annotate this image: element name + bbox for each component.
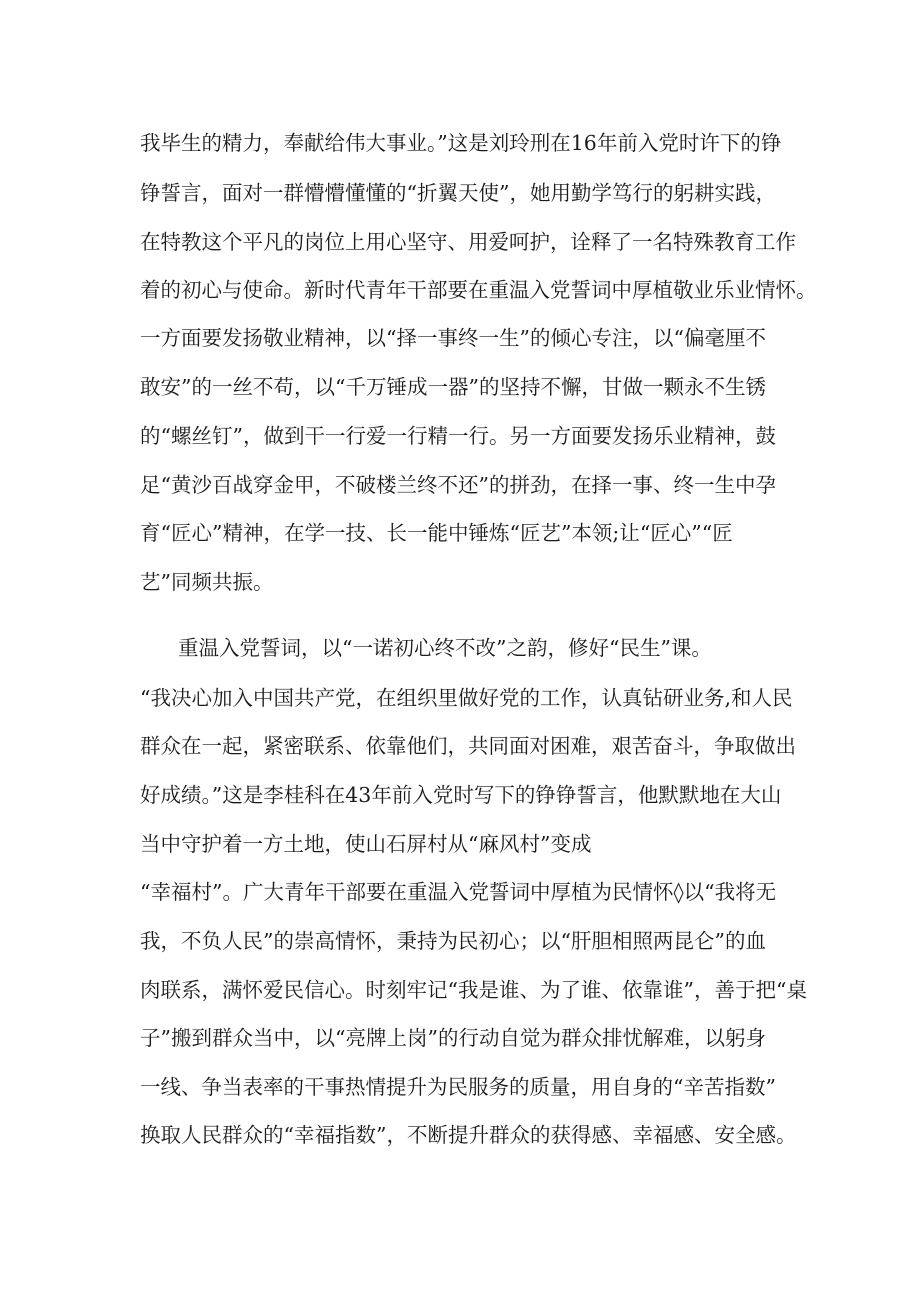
section-heading: 重温入党誓词，以“一诺初心终不改”之韵，修好“民生”课。 [178,636,712,660]
text-line: 一线、争当表率的干事热情提升为民服务的质量，用自身的“辛苦指数” [140,1075,776,1099]
text-line: 肉联系，满怀爱民信心。时刻牢记“我是谁、为了谁、依靠谁”，善于把“桌 [140,978,807,1002]
text-line: 在特教这个平凡的岗位上用心坚守、用爱呵护，诠释了一名特殊教育工作 [140,230,796,254]
text-line: “我决心加入中国共产党，在组织里做好党的工作，认真钻研业务,和人民 [140,686,793,710]
text-line: 我毕生的精力，奉献给伟大事业。”这是刘玲刑在16年前入党时许下的铮 [140,131,782,155]
text-line: 铮誓言，面对一群懵懵懂懂的“折翼天使”，她用勤学笃行的躬耕实践， [140,181,776,205]
text-line: 群众在一起，紧密联系、依靠他们，共同面对困难，艰苦奋斗，争取做出 [140,734,796,758]
text-line: “幸福村”。广大青年干部要在重温入党誓词中厚植为民情怀◊以“我将无 [140,880,777,904]
text-line: 我，不负人民”的崇高情怀，秉持为民初心；以“肝胆相照两昆仑”的血 [140,929,766,953]
text-line: 艺”同频共振。 [140,570,274,594]
text-line: 足“黄沙百战穿金甲，不破楼兰终不还”的拼劲，在择一事、终一生中孕 [140,473,776,497]
text-line: 育“匠心”精神，在学一技、长一能中锤炼“匠艺”本领;让“匠心”“匠 [140,521,733,545]
text-line: 好成绩。”这是李桂科在43年前入党时写下的铮铮誓言，他默默地在大山 [140,783,782,807]
text-line: 敢安”的一丝不苟，以“千万锤成一器”的坚持不懈，甘做一颗永不生锈 [140,375,766,399]
text-line: 着的初心与使命。新时代青年干部要在重温入党誓词中厚植敬业乐业情怀。 [140,278,817,302]
text-line: 的“螺丝钉”，做到干一行爱一行精一行。另一方面要发扬乐业精神，鼓 [140,424,776,448]
text-line: 一方面要发扬敬业精神，以“择一事终一生”的倾心专注，以“偏毫厘不 [140,326,766,350]
text-line: 子”搬到群众当中，以“亮牌上岗”的行动自觉为群众排忧解难，以躬身 [140,1026,766,1050]
text-line: 换取人民群众的“幸福指数”，不断提升群众的获得感、幸福感、安全感。 [140,1123,797,1147]
text-line: 当中守护着一方土地，使山石屏村从“麻风村”变成 [140,832,592,856]
